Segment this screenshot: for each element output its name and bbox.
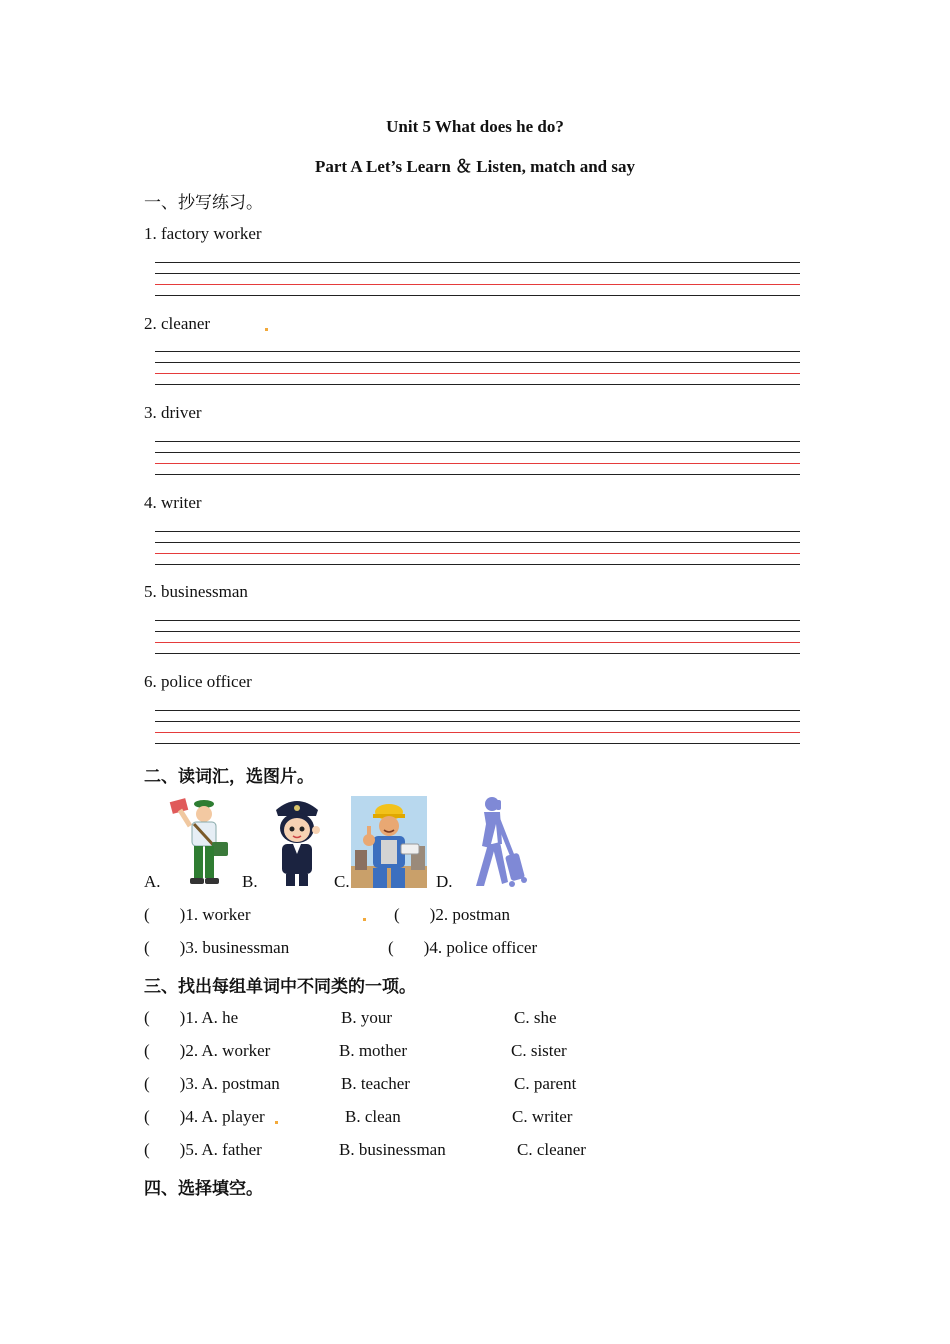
police-officer-figure: [266, 794, 328, 890]
picture-label-b: B.: [242, 872, 258, 891]
picture-label-a: A.: [144, 872, 161, 891]
copy-item: 2. cleaner: [144, 314, 211, 333]
odd-one-out-row: ( )1. A. he: [144, 1008, 239, 1027]
option-c: C. sister: [511, 1041, 567, 1060]
businessman-silhouette: [462, 794, 538, 890]
match-question: ( )1. worker: [144, 905, 251, 924]
worker-figure: [351, 796, 427, 888]
postman-figure: [168, 796, 234, 888]
option-b: B. clean: [345, 1107, 401, 1126]
copy-item: 5. businessman: [144, 582, 248, 601]
copy-item: 6. police officer: [144, 672, 252, 691]
page-title: Unit 5 What does he do?: [386, 117, 564, 136]
copy-item: 3. driver: [144, 403, 202, 422]
writing-lines[interactable]: [155, 531, 800, 567]
match-question: ( )3. businessman: [144, 938, 290, 957]
odd-one-out-row: ( )4. A. player: [144, 1107, 265, 1126]
answer-paren[interactable]: (: [144, 1074, 150, 1093]
answer-paren[interactable]: (: [388, 938, 394, 957]
odd-one-out-row: ( )5. A. father: [144, 1140, 262, 1159]
answer-paren[interactable]: (: [394, 905, 400, 924]
copy-item: 4. writer: [144, 493, 202, 512]
odd-one-out-row: ( )2. A. worker: [144, 1041, 271, 1060]
option-c: C. parent: [514, 1074, 577, 1093]
odd-one-out-row: ( )3. A. postman: [144, 1074, 280, 1093]
match-question: ( )2. postman: [394, 905, 510, 924]
copy-item: 1. factory worker: [144, 224, 262, 243]
answer-paren[interactable]: (: [144, 1041, 150, 1060]
option-b: B. mother: [339, 1041, 407, 1060]
answer-paren[interactable]: (: [144, 1140, 150, 1159]
option-b: B. businessman: [339, 1140, 446, 1159]
option-c: C. writer: [512, 1107, 573, 1126]
section2-heading: 二、读词汇，选图片。: [144, 767, 314, 786]
section4-heading: 四、选择填空。: [144, 1179, 263, 1198]
writing-lines[interactable]: [155, 710, 800, 746]
writing-lines[interactable]: [155, 441, 800, 477]
stray-dot: [275, 1121, 278, 1124]
option-b: B. your: [341, 1008, 392, 1027]
stray-dot: [265, 328, 268, 331]
answer-paren[interactable]: (: [144, 938, 150, 957]
answer-paren[interactable]: (: [144, 1008, 150, 1027]
section1-heading: 一、抄写练习。: [144, 193, 263, 212]
answer-paren[interactable]: (: [144, 1107, 150, 1126]
answer-paren[interactable]: (: [144, 905, 150, 924]
stray-dot: [363, 918, 366, 921]
picture-label-c: C.: [334, 872, 350, 891]
picture-label-d: D.: [436, 872, 453, 891]
match-question: ( )4. police officer: [388, 938, 538, 957]
page-subtitle: Part A Let’s Learn ＆ Listen, match and say: [314, 157, 635, 176]
writing-lines[interactable]: [155, 620, 800, 656]
option-c: C. she: [514, 1008, 557, 1027]
option-b: B. teacher: [341, 1074, 410, 1093]
option-c: C. cleaner: [517, 1140, 586, 1159]
writing-lines[interactable]: [155, 351, 800, 387]
writing-lines[interactable]: [155, 262, 800, 298]
section3-heading: 三、找出每组单词中不同类的一项。: [144, 977, 416, 996]
